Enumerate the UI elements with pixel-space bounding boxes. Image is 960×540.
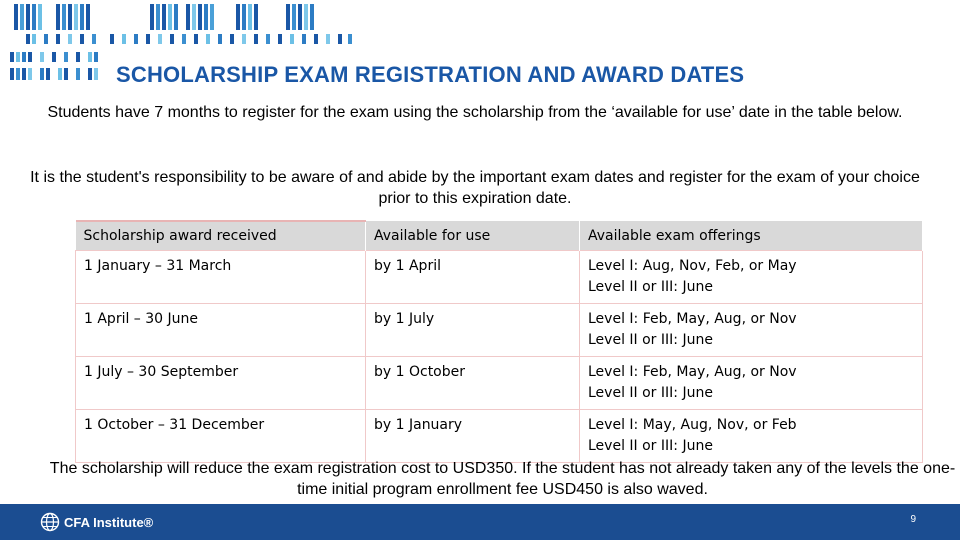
closing-paragraph-fees: The scholarship will reduce the exam registration cost to USD350. If the student has not already taken any of the levels the one-time initial program enrollment fee USD450 is also waved. — [49, 460, 956, 498]
cell-available-for-use: by 1 October — [366, 357, 580, 410]
intro-paragraph-responsibility: It is the student's responsibility to be aware of and abide by the important exam dates and register for the exam of your choice prior to this expiration date. — [30, 169, 920, 207]
offering-level-2-3: Level II or III: June — [588, 279, 713, 295]
bar-group-row4 — [10, 68, 98, 80]
offering-level-1: Level I: Feb, May, Aug, or Nov — [588, 311, 797, 327]
bar-group-row1 — [14, 4, 314, 30]
table-row — [76, 410, 923, 463]
bar-group-row2 — [26, 34, 352, 44]
bar-group-row3 — [10, 52, 98, 62]
cell-award-received: 1 July – 30 September — [76, 357, 366, 410]
table-row — [76, 251, 923, 304]
table-header-row — [76, 221, 923, 251]
footer-logo — [40, 512, 153, 532]
cell-award-received: 1 October – 31 December — [76, 410, 366, 463]
table-row — [76, 357, 923, 410]
header-available-for-use: Available for use — [366, 221, 580, 251]
table-row — [76, 304, 923, 357]
cell-available-for-use: by 1 January — [366, 410, 580, 463]
cell-award-received: 1 January – 31 March — [76, 251, 366, 304]
intro-paragraph-registration-window: Students have 7 months to register for the exam using the scholarship from the ‘available for use’ date in the table below. — [47, 104, 903, 121]
offering-level-1: Level I: Aug, Nov, Feb, or May — [588, 258, 797, 274]
cell-exam-offerings — [580, 251, 923, 304]
cell-exam-offerings — [580, 410, 923, 463]
footer-brand: CFA Institute® — [64, 514, 154, 530]
scholarship-dates-table — [75, 220, 923, 463]
offering-level-2-3: Level II or III: June — [588, 438, 713, 454]
cell-exam-offerings — [580, 357, 923, 410]
header-award-received: Scholarship award received — [76, 221, 366, 251]
cell-available-for-use: by 1 July — [366, 304, 580, 357]
cell-exam-offerings — [580, 304, 923, 357]
footer-bar — [0, 504, 960, 540]
offering-level-2-3: Level II or III: June — [588, 385, 713, 401]
cell-available-for-use: by 1 April — [366, 251, 580, 304]
cell-award-received: 1 April – 30 June — [76, 304, 366, 357]
page-number: 9 — [910, 514, 916, 525]
page-title: SCHOLARSHIP EXAM REGISTRATION AND AWARD DATES — [116, 62, 745, 87]
header-exam-offerings: Available exam offerings — [580, 221, 923, 251]
offering-level-2-3: Level II or III: June — [588, 332, 713, 348]
offering-level-1: Level I: May, Aug, Nov, or Feb — [588, 417, 797, 433]
offering-level-1: Level I: Feb, May, Aug, or Nov — [588, 364, 797, 380]
globe-icon — [40, 512, 60, 532]
